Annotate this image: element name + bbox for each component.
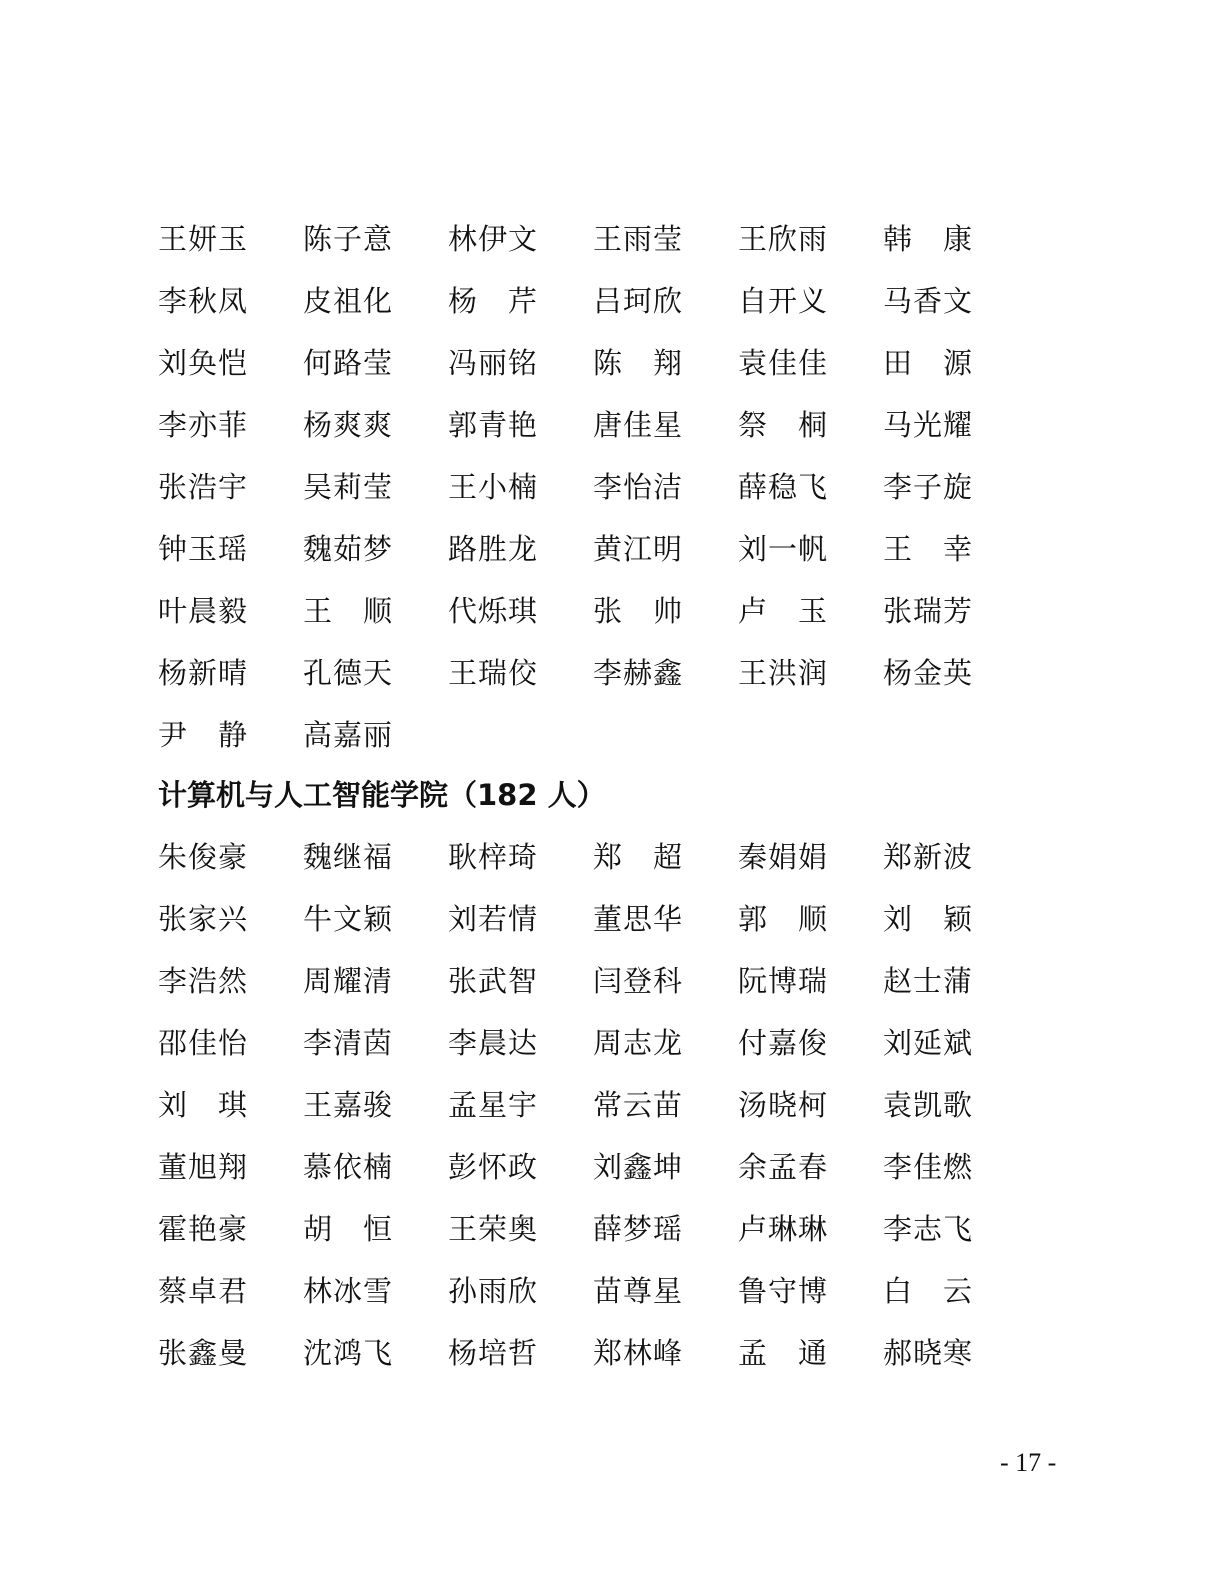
person-name: 鲁守博 — [738, 1274, 829, 1308]
person-name: 王 顺 — [303, 594, 394, 628]
person-name: 何路莹 — [303, 346, 394, 380]
person-name: 郑新波 — [883, 840, 974, 874]
person-name: 陈 翔 — [593, 346, 684, 380]
person-name: 李志飞 — [883, 1212, 974, 1246]
person-name: 郭 顺 — [738, 902, 829, 936]
person-name: 沈鸿飞 — [303, 1336, 394, 1370]
person-name: 刘奂恺 — [158, 346, 249, 380]
person-name: 张家兴 — [158, 902, 249, 936]
name-row — [158, 642, 1018, 704]
person-name: 彭怀政 — [448, 1150, 539, 1184]
name-row — [158, 394, 1018, 456]
person-name: 张浩宇 — [158, 470, 249, 504]
person-name: 赵士蒲 — [883, 964, 974, 998]
person-name: 李清茵 — [303, 1026, 394, 1060]
name-list-continued — [158, 208, 1018, 766]
person-name: 郭青艳 — [448, 408, 539, 442]
person-name: 高嘉丽 — [303, 718, 394, 752]
person-name: 李晨达 — [448, 1026, 539, 1060]
name-row — [158, 332, 1018, 394]
person-name: 叶晨毅 — [158, 594, 249, 628]
person-name: 董思华 — [593, 902, 684, 936]
person-name: 耿梓琦 — [448, 840, 539, 874]
name-list-computer-ai-college — [158, 826, 1018, 1384]
name-row — [158, 580, 1018, 642]
person-name: 牛文颖 — [303, 902, 394, 936]
person-name: 皮祖化 — [303, 284, 394, 318]
person-name: 李亦菲 — [158, 408, 249, 442]
person-name: 付嘉俊 — [738, 1026, 829, 1060]
person-name: 孟 通 — [738, 1336, 829, 1370]
person-name: 常云苗 — [593, 1088, 684, 1122]
person-name: 刘鑫坤 — [593, 1150, 684, 1184]
person-name: 冯丽铭 — [448, 346, 539, 380]
person-name: 陈子意 — [303, 222, 394, 256]
person-name: 刘若情 — [448, 902, 539, 936]
person-name: 周耀清 — [303, 964, 394, 998]
person-name: 吴莉莹 — [303, 470, 394, 504]
person-name: 杨爽爽 — [303, 408, 394, 442]
name-row — [158, 1198, 1018, 1260]
person-name: 郑林峰 — [593, 1336, 684, 1370]
person-name: 卢 玉 — [738, 594, 829, 628]
person-name: 蔡卓君 — [158, 1274, 249, 1308]
person-name: 王妍玉 — [158, 222, 249, 256]
person-name: 周志龙 — [593, 1026, 684, 1060]
person-name: 袁凯歌 — [883, 1088, 974, 1122]
name-row — [158, 456, 1018, 518]
name-row — [158, 1260, 1018, 1322]
name-row — [158, 1012, 1018, 1074]
person-name: 林冰雪 — [303, 1274, 394, 1308]
name-row — [158, 1136, 1018, 1198]
person-name: 钟玉瑶 — [158, 532, 249, 566]
person-name: 尹 静 — [158, 718, 249, 752]
person-name: 孙雨欣 — [448, 1274, 539, 1308]
name-row — [158, 270, 1018, 332]
name-row — [158, 950, 1018, 1012]
person-name: 闫登科 — [593, 964, 684, 998]
person-name: 邵佳怡 — [158, 1026, 249, 1060]
name-row — [158, 1322, 1018, 1384]
name-row — [158, 208, 1018, 270]
person-name: 王雨莹 — [593, 222, 684, 256]
person-name: 薛梦瑶 — [593, 1212, 684, 1246]
person-name: 黄江明 — [593, 532, 684, 566]
person-name: 李佳燃 — [883, 1150, 974, 1184]
person-name: 唐佳星 — [593, 408, 684, 442]
person-name: 王荣奥 — [448, 1212, 539, 1246]
person-name: 吕珂欣 — [593, 284, 684, 318]
person-name: 魏茹梦 — [303, 532, 394, 566]
page-number: - 17 - — [1000, 1448, 1057, 1477]
person-name: 朱俊豪 — [158, 840, 249, 874]
person-name: 王欣雨 — [738, 222, 829, 256]
person-name: 王瑞佼 — [448, 656, 539, 690]
person-name: 魏继福 — [303, 840, 394, 874]
person-name: 白 云 — [883, 1274, 974, 1308]
person-name: 杨 芹 — [448, 284, 539, 318]
person-name: 慕依楠 — [303, 1150, 394, 1184]
person-name: 张武智 — [448, 964, 539, 998]
person-name: 王小楠 — [448, 470, 539, 504]
person-name: 祭 桐 — [738, 408, 829, 442]
person-name: 马香文 — [883, 284, 974, 318]
person-name: 张鑫曼 — [158, 1336, 249, 1370]
person-name: 郑 超 — [593, 840, 684, 874]
person-name: 林伊文 — [448, 222, 539, 256]
person-name: 杨金英 — [883, 656, 974, 690]
name-row — [158, 518, 1018, 580]
person-name: 薛稳飞 — [738, 470, 829, 504]
person-name: 李秋凤 — [158, 284, 249, 318]
person-name: 余孟春 — [738, 1150, 829, 1184]
person-name: 苗尊星 — [593, 1274, 684, 1308]
person-name: 秦娟娟 — [738, 840, 829, 874]
person-name: 郝晓寒 — [883, 1336, 974, 1370]
person-name: 汤晓柯 — [738, 1088, 829, 1122]
person-name: 韩 康 — [883, 222, 974, 256]
person-name: 孟星宇 — [448, 1088, 539, 1122]
section-heading-computer-ai-college: 计算机与人工智能学院（182 人） — [158, 778, 606, 812]
person-name: 王 幸 — [883, 532, 974, 566]
person-name: 李子旋 — [883, 470, 974, 504]
person-name: 路胜龙 — [448, 532, 539, 566]
person-name: 霍艳豪 — [158, 1212, 249, 1246]
person-name: 王洪润 — [738, 656, 829, 690]
person-name: 董旭翔 — [158, 1150, 249, 1184]
name-row — [158, 888, 1018, 950]
person-name: 阮博瑞 — [738, 964, 829, 998]
name-row — [158, 826, 1018, 888]
person-name: 李怡洁 — [593, 470, 684, 504]
person-name: 李浩然 — [158, 964, 249, 998]
person-name: 王嘉骏 — [303, 1088, 394, 1122]
person-name: 孔德天 — [303, 656, 394, 690]
person-name: 张 帅 — [593, 594, 684, 628]
name-row — [158, 704, 1018, 766]
person-name: 刘一帆 — [738, 532, 829, 566]
person-name: 李赫鑫 — [593, 656, 684, 690]
person-name: 杨培哲 — [448, 1336, 539, 1370]
person-name: 杨新晴 — [158, 656, 249, 690]
person-name: 张瑞芳 — [883, 594, 974, 628]
person-name: 马光耀 — [883, 408, 974, 442]
person-name: 刘 颖 — [883, 902, 974, 936]
person-name: 田 源 — [883, 346, 974, 380]
person-name: 代烁琪 — [448, 594, 539, 628]
person-name: 刘 琪 — [158, 1088, 249, 1122]
person-name: 自开义 — [738, 284, 829, 318]
person-name: 胡 恒 — [303, 1212, 394, 1246]
person-name: 袁佳佳 — [738, 346, 829, 380]
person-name: 刘延斌 — [883, 1026, 974, 1060]
person-name: 卢琳琳 — [738, 1212, 829, 1246]
name-row — [158, 1074, 1018, 1136]
